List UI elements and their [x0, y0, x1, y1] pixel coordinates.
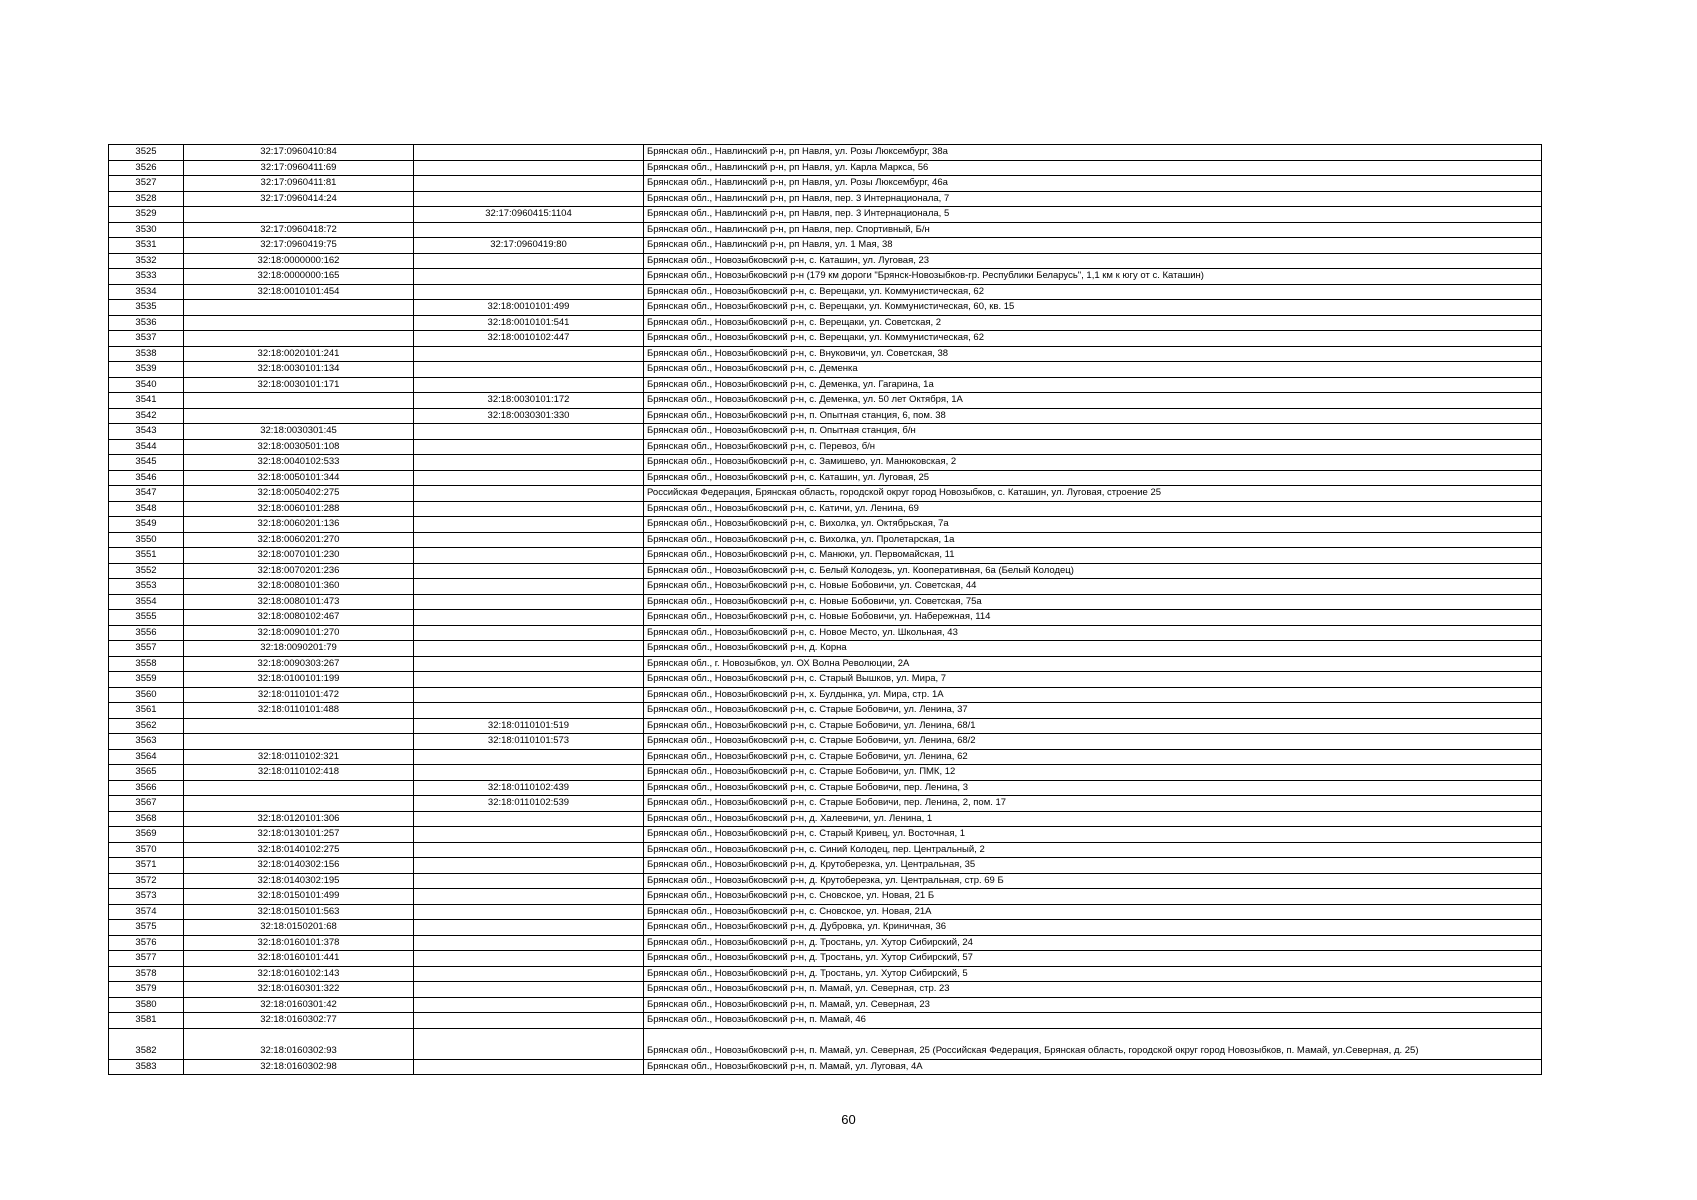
cadastral-number-cell: 32:18:0130101:257	[184, 827, 414, 843]
cadastral-number-cell: 32:18:0110101:488	[184, 703, 414, 719]
table-row	[109, 517, 1542, 533]
address-cell: Брянская обл., Новозыбковский р-н, с. Каташин, ул. Луговая, 25	[644, 470, 1542, 486]
address-cell: Брянская обл., Новозыбковский р-н, с. Старый Вышков, ул. Мира, 7	[644, 672, 1542, 688]
cadastral-number-cell: 32:18:0100101:199	[184, 672, 414, 688]
row-number-cell: 3583	[109, 1059, 184, 1075]
table-row	[109, 734, 1542, 750]
address-cell: Брянская обл., Навлинский р-н, рп Навля, ул. 1 Мая, 38	[644, 238, 1542, 254]
address-cell: Брянская обл., Новозыбковский р-н, с. Деменка	[644, 362, 1542, 378]
related-cadastral-number-cell	[414, 935, 644, 951]
related-cadastral-number-cell	[414, 1059, 644, 1075]
cadastral-number-cell: 32:18:0060201:270	[184, 532, 414, 548]
related-cadastral-number-cell	[414, 873, 644, 889]
row-number-cell: 3531	[109, 238, 184, 254]
cadastral-number-cell: 32:18:0110102:321	[184, 749, 414, 765]
address-cell: Брянская обл., Новозыбковский р-н (179 км дороги "Брянск-Новозыбков-гр. Республики Беларусь", 1,1 км к югу от с. Каташин)	[644, 269, 1542, 285]
table-row	[109, 780, 1542, 796]
table-row	[109, 315, 1542, 331]
table-row	[109, 904, 1542, 920]
cadastral-number-cell: 32:18:0160301:322	[184, 982, 414, 998]
table-row	[109, 796, 1542, 812]
address-cell: Брянская обл., Новозыбковский р-н, п. Опытная станция, б/н	[644, 424, 1542, 440]
related-cadastral-number-cell	[414, 517, 644, 533]
related-cadastral-number-cell	[414, 765, 644, 781]
row-number-cell: 3582	[109, 1028, 184, 1059]
row-number-cell: 3529	[109, 207, 184, 223]
cadastral-number-cell: 32:18:0160302:77	[184, 1013, 414, 1029]
related-cadastral-number-cell	[414, 920, 644, 936]
related-cadastral-number-cell	[414, 749, 644, 765]
table-row	[109, 951, 1542, 967]
table-row	[109, 842, 1542, 858]
registry-table	[108, 144, 1542, 1075]
row-number-cell: 3580	[109, 997, 184, 1013]
table-row	[109, 1013, 1542, 1029]
row-number-cell: 3558	[109, 656, 184, 672]
row-number-cell: 3573	[109, 889, 184, 905]
related-cadastral-number-cell	[414, 284, 644, 300]
table-row	[109, 656, 1542, 672]
related-cadastral-number-cell: 32:18:0010101:541	[414, 315, 644, 331]
row-number-cell: 3540	[109, 377, 184, 393]
row-number-cell: 3549	[109, 517, 184, 533]
address-cell: Брянская обл., Навлинский р-н, рп Навля, ул. Карла Маркса, 56	[644, 160, 1542, 176]
row-number-cell: 3537	[109, 331, 184, 347]
cadastral-number-cell: 32:18:0080101:360	[184, 579, 414, 595]
related-cadastral-number-cell	[414, 377, 644, 393]
cadastral-number-cell	[184, 796, 414, 812]
table-row	[109, 300, 1542, 316]
table-row	[109, 1028, 1542, 1059]
table-row	[109, 284, 1542, 300]
address-cell: Брянская обл., Новозыбковский р-н, с. Сновское, ул. Новая, 21А	[644, 904, 1542, 920]
cadastral-number-cell: 32:18:0070201:236	[184, 563, 414, 579]
table-row	[109, 594, 1542, 610]
cadastral-number-cell: 32:18:0110102:418	[184, 765, 414, 781]
cadastral-number-cell: 32:18:0140102:275	[184, 842, 414, 858]
related-cadastral-number-cell: 32:18:0010102:447	[414, 331, 644, 347]
table-row	[109, 393, 1542, 409]
table-row	[109, 455, 1542, 471]
row-number-cell: 3548	[109, 501, 184, 517]
related-cadastral-number-cell	[414, 672, 644, 688]
cadastral-number-cell: 32:18:0150201:68	[184, 920, 414, 936]
cadastral-number-cell	[184, 207, 414, 223]
related-cadastral-number-cell	[414, 160, 644, 176]
row-number-cell: 3530	[109, 222, 184, 238]
related-cadastral-number-cell	[414, 501, 644, 517]
row-number-cell: 3565	[109, 765, 184, 781]
row-number-cell: 3576	[109, 935, 184, 951]
row-number-cell: 3572	[109, 873, 184, 889]
cadastral-number-cell: 32:18:0150101:499	[184, 889, 414, 905]
related-cadastral-number-cell	[414, 982, 644, 998]
address-cell: Брянская обл., Новозыбковский р-н, д. Крутоберезка, ул. Центральная, 35	[644, 858, 1542, 874]
table-row	[109, 207, 1542, 223]
related-cadastral-number-cell: 32:18:0110101:573	[414, 734, 644, 750]
table-row	[109, 672, 1542, 688]
related-cadastral-number-cell: 32:18:0030301:330	[414, 408, 644, 424]
cadastral-number-cell: 32:18:0000000:165	[184, 269, 414, 285]
cadastral-number-cell: 32:18:0110101:472	[184, 687, 414, 703]
row-number-cell: 3575	[109, 920, 184, 936]
address-cell: Брянская обл., Новозыбковский р-н, п. Опытная станция, 6, пом. 38	[644, 408, 1542, 424]
address-cell: Брянская обл., Новозыбковский р-н, с. Вихолка, ул. Октябрьская, 7а	[644, 517, 1542, 533]
address-cell: Брянская обл., Новозыбковский р-н, с. Верещаки, ул. Советская, 2	[644, 315, 1542, 331]
table-row	[109, 641, 1542, 657]
address-cell: Брянская обл., Новозыбковский р-н, с. Новые Бобовичи, ул. Советская, 44	[644, 579, 1542, 595]
row-number-cell: 3551	[109, 548, 184, 564]
table-row	[109, 966, 1542, 982]
cadastral-number-cell: 32:17:0960410:84	[184, 145, 414, 161]
address-cell: Брянская обл., Новозыбковский р-н, с. Новое Место, ул. Школьная, 43	[644, 625, 1542, 641]
row-number-cell: 3578	[109, 966, 184, 982]
cadastral-number-cell: 32:18:0160302:98	[184, 1059, 414, 1075]
related-cadastral-number-cell	[414, 966, 644, 982]
table-row	[109, 377, 1542, 393]
table-row	[109, 160, 1542, 176]
table-row	[109, 703, 1542, 719]
related-cadastral-number-cell	[414, 548, 644, 564]
related-cadastral-number-cell	[414, 687, 644, 703]
related-cadastral-number-cell	[414, 997, 644, 1013]
cadastral-number-cell: 32:18:0020101:241	[184, 346, 414, 362]
address-cell: Брянская обл., Новозыбковский р-н, с. Верещаки, ул. Коммунистическая, 60, кв. 15	[644, 300, 1542, 316]
cadastral-number-cell: 32:18:0030101:134	[184, 362, 414, 378]
cadastral-number-cell: 32:17:0960411:69	[184, 160, 414, 176]
address-cell: Брянская обл., Новозыбковский р-н, с. Внуковичи, ул. Советская, 38	[644, 346, 1542, 362]
table-row	[109, 827, 1542, 843]
table-row	[109, 346, 1542, 362]
row-number-cell: 3542	[109, 408, 184, 424]
related-cadastral-number-cell: 32:18:0030101:172	[414, 393, 644, 409]
related-cadastral-number-cell	[414, 951, 644, 967]
row-number-cell: 3556	[109, 625, 184, 641]
cadastral-number-cell: 32:18:0050402:275	[184, 486, 414, 502]
related-cadastral-number-cell	[414, 424, 644, 440]
row-number-cell: 3541	[109, 393, 184, 409]
cadastral-number-cell: 32:18:0140302:156	[184, 858, 414, 874]
address-cell: Брянская обл., Новозыбковский р-н, с. Верещаки, ул. Коммунистическая, 62	[644, 331, 1542, 347]
table-row	[109, 408, 1542, 424]
related-cadastral-number-cell	[414, 842, 644, 858]
related-cadastral-number-cell	[414, 858, 644, 874]
row-number-cell: 3547	[109, 486, 184, 502]
address-cell: Брянская обл., Новозыбковский р-н, с. Синий Колодец, пер. Центральный, 2	[644, 842, 1542, 858]
address-cell: Брянская обл., Новозыбковский р-н, с. Старые Бобовичи, ул. ПМК, 12	[644, 765, 1542, 781]
address-cell: Брянская обл., Навлинский р-н, рп Навля, пер. 3 Интернационала, 7	[644, 191, 1542, 207]
table-row	[109, 889, 1542, 905]
cadastral-number-cell: 32:18:0060201:136	[184, 517, 414, 533]
address-cell: Брянская обл., Новозыбковский р-н, с. Новые Бобовичи, ул. Советская, 75а	[644, 594, 1542, 610]
row-number-cell: 3526	[109, 160, 184, 176]
related-cadastral-number-cell	[414, 656, 644, 672]
cadastral-number-cell: 32:18:0040102:533	[184, 455, 414, 471]
address-cell: Брянская обл., Навлинский р-н, рп Навля, ул. Розы Люксембург, 46а	[644, 176, 1542, 192]
cadastral-number-cell: 32:18:0060101:288	[184, 501, 414, 517]
table-row	[109, 920, 1542, 936]
row-number-cell: 3553	[109, 579, 184, 595]
row-number-cell: 3577	[109, 951, 184, 967]
cadastral-number-cell: 32:18:0160101:441	[184, 951, 414, 967]
row-number-cell: 3528	[109, 191, 184, 207]
row-number-cell: 3563	[109, 734, 184, 750]
cadastral-number-cell: 32:17:0960418:72	[184, 222, 414, 238]
table-row	[109, 253, 1542, 269]
related-cadastral-number-cell	[414, 486, 644, 502]
related-cadastral-number-cell	[414, 579, 644, 595]
row-number-cell: 3561	[109, 703, 184, 719]
related-cadastral-number-cell	[414, 253, 644, 269]
table-row	[109, 873, 1542, 889]
cadastral-number-cell: 32:18:0120101:306	[184, 811, 414, 827]
table-row	[109, 145, 1542, 161]
address-cell: Брянская обл., Новозыбковский р-н, с. Белый Колодезь, ул. Кооперативная, 6а (Белый Колодец)	[644, 563, 1542, 579]
cadastral-number-cell: 32:18:0090201:79	[184, 641, 414, 657]
cadastral-number-cell: 32:18:0090303:267	[184, 656, 414, 672]
table-row	[109, 625, 1542, 641]
address-cell: Брянская обл., Новозыбковский р-н, с. Деменка, ул. Гагарина, 1а	[644, 377, 1542, 393]
table-row	[109, 610, 1542, 626]
cadastral-number-cell: 32:18:0080102:467	[184, 610, 414, 626]
address-cell: Брянская обл., Новозыбковский р-н, д. Тростань, ул. Хутор Сибирский, 24	[644, 935, 1542, 951]
table-row	[109, 269, 1542, 285]
address-cell: Брянская обл., Новозыбковский р-н, с. Новые Бобовичи, ул. Набережная, 114	[644, 610, 1542, 626]
row-number-cell: 3534	[109, 284, 184, 300]
related-cadastral-number-cell	[414, 827, 644, 843]
cadastral-number-cell: 32:18:0000000:162	[184, 253, 414, 269]
table-row	[109, 486, 1542, 502]
cadastral-number-cell: 32:18:0070101:230	[184, 548, 414, 564]
row-number-cell: 3569	[109, 827, 184, 843]
address-cell: Брянская обл., Новозыбковский р-н, с. Старые Бобовичи, ул. Ленина, 62	[644, 749, 1542, 765]
row-number-cell: 3562	[109, 718, 184, 734]
address-cell: Брянская обл., Новозыбковский р-н, х. Булдынка, ул. Мира, стр. 1А	[644, 687, 1542, 703]
address-cell: Брянская обл., Навлинский р-н, рп Навля, пер. 3 Интернационала, 5	[644, 207, 1542, 223]
address-cell: Брянская обл., Новозыбковский р-н, п. Мамай, ул. Северная, 23	[644, 997, 1542, 1013]
cadastral-number-cell: 32:17:0960411:81	[184, 176, 414, 192]
address-cell: Брянская обл., Новозыбковский р-н, с. Старые Бобовичи, ул. Ленина, 68/1	[644, 718, 1542, 734]
cadastral-number-cell: 32:18:0140302:195	[184, 873, 414, 889]
address-cell: Брянская обл., Навлинский р-н, рп Навля, пер. Спортивный, Б/н	[644, 222, 1542, 238]
address-cell: Брянская обл., г. Новозыбков, ул. ОХ Волна Революции, 2А	[644, 656, 1542, 672]
table-row	[109, 687, 1542, 703]
cadastral-number-cell: 32:18:0030501:108	[184, 439, 414, 455]
address-cell: Брянская обл., Новозыбковский р-н, п. Мамай, ул. Северная, 25 (Российская Федерация, Брянская область, городской округ город Новозыбков, п. Мамай, ул.Северная, д. 25)	[644, 1028, 1542, 1059]
address-cell: Брянская обл., Новозыбковский р-н, д. Крутоберезка, ул. Центральная, стр. 69 Б	[644, 873, 1542, 889]
address-cell: Брянская обл., Новозыбковский р-н, с. Старые Бобовичи, пер. Ленина, 2, пом. 17	[644, 796, 1542, 812]
address-cell: Брянская обл., Новозыбковский р-н, с. Старые Бобовичи, пер. Ленина, 3	[644, 780, 1542, 796]
address-cell: Брянская обл., Новозыбковский р-н, д. Тростань, ул. Хутор Сибирский, 57	[644, 951, 1542, 967]
table-row	[109, 1059, 1542, 1075]
address-cell: Брянская обл., Новозыбковский р-н, с. Перевоз, б/н	[644, 439, 1542, 455]
address-cell: Брянская обл., Новозыбковский р-н, с. Замишево, ул. Манюковская, 2	[644, 455, 1542, 471]
row-number-cell: 3552	[109, 563, 184, 579]
related-cadastral-number-cell	[414, 145, 644, 161]
cadastral-number-cell: 32:18:0030101:171	[184, 377, 414, 393]
related-cadastral-number-cell: 32:18:0110102:539	[414, 796, 644, 812]
related-cadastral-number-cell	[414, 362, 644, 378]
row-number-cell: 3536	[109, 315, 184, 331]
row-number-cell: 3554	[109, 594, 184, 610]
table-row	[109, 858, 1542, 874]
table-row	[109, 765, 1542, 781]
cadastral-number-cell	[184, 408, 414, 424]
row-number-cell: 3568	[109, 811, 184, 827]
address-cell: Брянская обл., Новозыбковский р-н, п. Мамай, ул. Северная, стр. 23	[644, 982, 1542, 998]
cadastral-number-cell: 32:17:0960414:24	[184, 191, 414, 207]
table-row	[109, 997, 1542, 1013]
related-cadastral-number-cell	[414, 176, 644, 192]
cadastral-number-cell: 32:18:0160302:93	[184, 1028, 414, 1059]
cadastral-number-cell	[184, 331, 414, 347]
row-number-cell: 3557	[109, 641, 184, 657]
related-cadastral-number-cell	[414, 1028, 644, 1059]
row-number-cell: 3559	[109, 672, 184, 688]
related-cadastral-number-cell	[414, 610, 644, 626]
row-number-cell: 3571	[109, 858, 184, 874]
row-number-cell: 3555	[109, 610, 184, 626]
row-number-cell: 3574	[109, 904, 184, 920]
row-number-cell: 3538	[109, 346, 184, 362]
row-number-cell: 3544	[109, 439, 184, 455]
table-row	[109, 749, 1542, 765]
cadastral-number-cell	[184, 300, 414, 316]
related-cadastral-number-cell	[414, 532, 644, 548]
table-row	[109, 579, 1542, 595]
address-cell: Брянская обл., Новозыбковский р-н, д. Тростань, ул. Хутор Сибирский, 5	[644, 966, 1542, 982]
address-cell: Брянская обл., Новозыбковский р-н, д. Халеевичи, ул. Ленина, 1	[644, 811, 1542, 827]
row-number-cell: 3566	[109, 780, 184, 796]
related-cadastral-number-cell	[414, 269, 644, 285]
cadastral-number-cell	[184, 780, 414, 796]
related-cadastral-number-cell	[414, 641, 644, 657]
address-cell: Брянская обл., Новозыбковский р-н, с. Вихолка, ул. Пролетарская, 1а	[644, 532, 1542, 548]
table-row	[109, 532, 1542, 548]
address-cell: Брянская обл., Новозыбковский р-н, с. Сновское, ул. Новая, 21 Б	[644, 889, 1542, 905]
cadastral-number-cell: 32:18:0160301:42	[184, 997, 414, 1013]
row-number-cell: 3570	[109, 842, 184, 858]
row-number-cell: 3527	[109, 176, 184, 192]
related-cadastral-number-cell: 32:17:0960419:80	[414, 238, 644, 254]
row-number-cell: 3543	[109, 424, 184, 440]
table-row	[109, 470, 1542, 486]
table-row	[109, 982, 1542, 998]
related-cadastral-number-cell	[414, 455, 644, 471]
table-row	[109, 222, 1542, 238]
row-number-cell: 3560	[109, 687, 184, 703]
cadastral-number-cell: 32:18:0160101:378	[184, 935, 414, 951]
address-cell: Брянская обл., Новозыбковский р-н, с. Старый Кривец, ул. Восточная, 1	[644, 827, 1542, 843]
row-number-cell: 3525	[109, 145, 184, 161]
related-cadastral-number-cell	[414, 625, 644, 641]
related-cadastral-number-cell: 32:18:0010101:499	[414, 300, 644, 316]
table-row	[109, 935, 1542, 951]
related-cadastral-number-cell	[414, 703, 644, 719]
cadastral-number-cell: 32:18:0150101:563	[184, 904, 414, 920]
row-number-cell: 3579	[109, 982, 184, 998]
table-row	[109, 439, 1542, 455]
cadastral-number-cell: 32:18:0030301:45	[184, 424, 414, 440]
table-row	[109, 718, 1542, 734]
cadastral-number-cell: 32:18:0160102:143	[184, 966, 414, 982]
row-number-cell: 3581	[109, 1013, 184, 1029]
cadastral-number-cell	[184, 734, 414, 750]
table-row	[109, 176, 1542, 192]
related-cadastral-number-cell	[414, 1013, 644, 1029]
row-number-cell: 3564	[109, 749, 184, 765]
related-cadastral-number-cell	[414, 191, 644, 207]
address-cell: Российская Федерация, Брянская область, городской округ город Новозыбков, с. Каташин, ул. Луговая, строение 25	[644, 486, 1542, 502]
page-number: 60	[841, 1112, 856, 1127]
address-cell: Брянская обл., Новозыбковский р-н, с. Старые Бобовичи, ул. Ленина, 68/2	[644, 734, 1542, 750]
row-number-cell: 3550	[109, 532, 184, 548]
row-number-cell: 3535	[109, 300, 184, 316]
table-row	[109, 331, 1542, 347]
cadastral-number-cell: 32:17:0960419:75	[184, 238, 414, 254]
cadastral-number-cell: 32:18:0010101:454	[184, 284, 414, 300]
related-cadastral-number-cell: 32:18:0110101:519	[414, 718, 644, 734]
cadastral-number-cell: 32:18:0080101:473	[184, 594, 414, 610]
table-row	[109, 238, 1542, 254]
cadastral-number-cell	[184, 315, 414, 331]
cadastral-number-cell	[184, 393, 414, 409]
row-number-cell: 3546	[109, 470, 184, 486]
table-row	[109, 563, 1542, 579]
row-number-cell: 3532	[109, 253, 184, 269]
table-row	[109, 548, 1542, 564]
address-cell: Брянская обл., Новозыбковский р-н, с. Катичи, ул. Ленина, 69	[644, 501, 1542, 517]
related-cadastral-number-cell	[414, 439, 644, 455]
related-cadastral-number-cell: 32:17:0960415:1104	[414, 207, 644, 223]
address-cell: Брянская обл., Новозыбковский р-н, д. Корна	[644, 641, 1542, 657]
address-cell: Брянская обл., Новозыбковский р-н, п. Мамай, ул. Луговая, 4А	[644, 1059, 1542, 1075]
table-row	[109, 362, 1542, 378]
address-cell: Брянская обл., Новозыбковский р-н, с. Манюки, ул. Первомайская, 11	[644, 548, 1542, 564]
registry-table-body	[109, 145, 1542, 1075]
related-cadastral-number-cell	[414, 470, 644, 486]
related-cadastral-number-cell	[414, 904, 644, 920]
related-cadastral-number-cell	[414, 346, 644, 362]
row-number-cell: 3533	[109, 269, 184, 285]
row-number-cell: 3539	[109, 362, 184, 378]
cadastral-number-cell: 32:18:0050101:344	[184, 470, 414, 486]
address-cell: Брянская обл., Новозыбковский р-н, с. Верещаки, ул. Коммунистическая, 62	[644, 284, 1542, 300]
address-cell: Брянская обл., Новозыбковский р-н, п. Мамай, 46	[644, 1013, 1542, 1029]
address-cell: Брянская обл., Новозыбковский р-н, с. Старые Бобовичи, ул. Ленина, 37	[644, 703, 1542, 719]
related-cadastral-number-cell	[414, 594, 644, 610]
related-cadastral-number-cell	[414, 222, 644, 238]
row-number-cell: 3545	[109, 455, 184, 471]
table-row	[109, 424, 1542, 440]
cadastral-number-cell	[184, 718, 414, 734]
related-cadastral-number-cell	[414, 811, 644, 827]
table-row	[109, 811, 1542, 827]
related-cadastral-number-cell	[414, 563, 644, 579]
row-number-cell: 3567	[109, 796, 184, 812]
table-row	[109, 501, 1542, 517]
address-cell: Брянская обл., Новозыбковский р-н, д. Дубровка, ул. Криничная, 36	[644, 920, 1542, 936]
address-cell: Брянская обл., Навлинский р-н, рп Навля, ул. Розы Люксембург, 38а	[644, 145, 1542, 161]
address-cell: Брянская обл., Новозыбковский р-н, с. Каташин, ул. Луговая, 23	[644, 253, 1542, 269]
cadastral-number-cell: 32:18:0090101:270	[184, 625, 414, 641]
related-cadastral-number-cell: 32:18:0110102:439	[414, 780, 644, 796]
table-row	[109, 191, 1542, 207]
related-cadastral-number-cell	[414, 889, 644, 905]
address-cell: Брянская обл., Новозыбковский р-н, с. Деменка, ул. 50 лет Октября, 1А	[644, 393, 1542, 409]
